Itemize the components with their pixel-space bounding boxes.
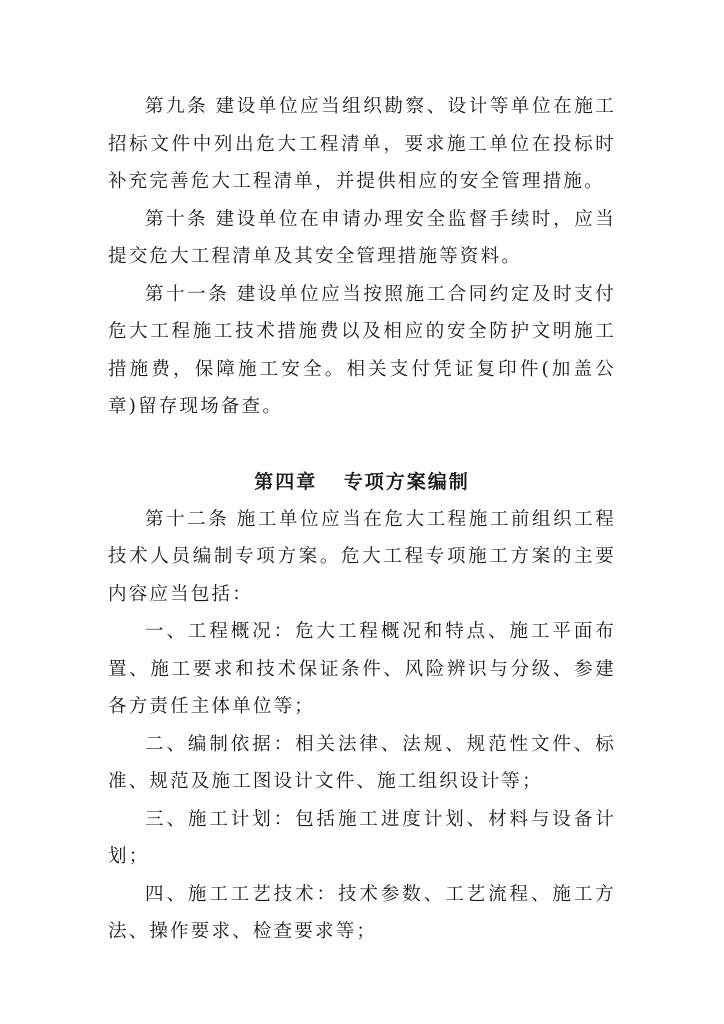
article-text: 建设单位应当按照施工合同约定及时支付危大工程施工技术措施费以及相应的安全防护文明施工措施费，保障施工安全。相关支付凭证复印件(加盖公章)留存现场备查。 — [108, 283, 616, 417]
article-12 — [108, 501, 616, 614]
article-number: 第十二条 — [145, 508, 230, 530]
document-body — [108, 88, 616, 951]
article-10 — [108, 201, 616, 276]
article-text: 施工单位应当在危大工程施工前组织工程技术人员编制专项方案。危大工程专项施工方案的主要内容应当包括： — [108, 508, 616, 605]
article-number: 第十一条 — [145, 283, 230, 305]
chapter-title: 专项方案编制 — [343, 470, 470, 493]
chapter-number: 第四章 — [254, 470, 318, 493]
chapter-heading — [108, 463, 616, 501]
list-item-4: 四、施工工艺技术：技术参数、工艺流程、施工方法、操作要求、检查要求等； — [108, 883, 616, 942]
list-item-3: 三、施工计划：包括施工进度计划、材料与设备计划； — [108, 808, 616, 867]
article-number: 第十条 — [145, 208, 209, 230]
article-number: 第九条 — [145, 96, 209, 117]
article-text: 建设单位在申请办理安全监督手续时，应当提交危大工程清单及其安全管理措施等资料。 — [108, 208, 616, 267]
article-text: 建设单位应当组织勘察、设计等单位在施工招标文件中列出危大工程清单，要求施工单位在投标时补充完善危大工程清单，并提供相应的安全管理措施。 — [108, 96, 616, 192]
list-item-1: 一、工程概况：危大工程概况和特点、施工平面布置、施工要求和技术保证条件、风险辨识与分级、参建各方责任主体单位等； — [108, 621, 616, 717]
article-11 — [108, 276, 616, 426]
article-9 — [108, 88, 616, 201]
list-item-2: 二、编制依据：相关法律、法规、规范性文件、标准、规范及施工图设计文件、施工组织设计等； — [108, 733, 616, 792]
